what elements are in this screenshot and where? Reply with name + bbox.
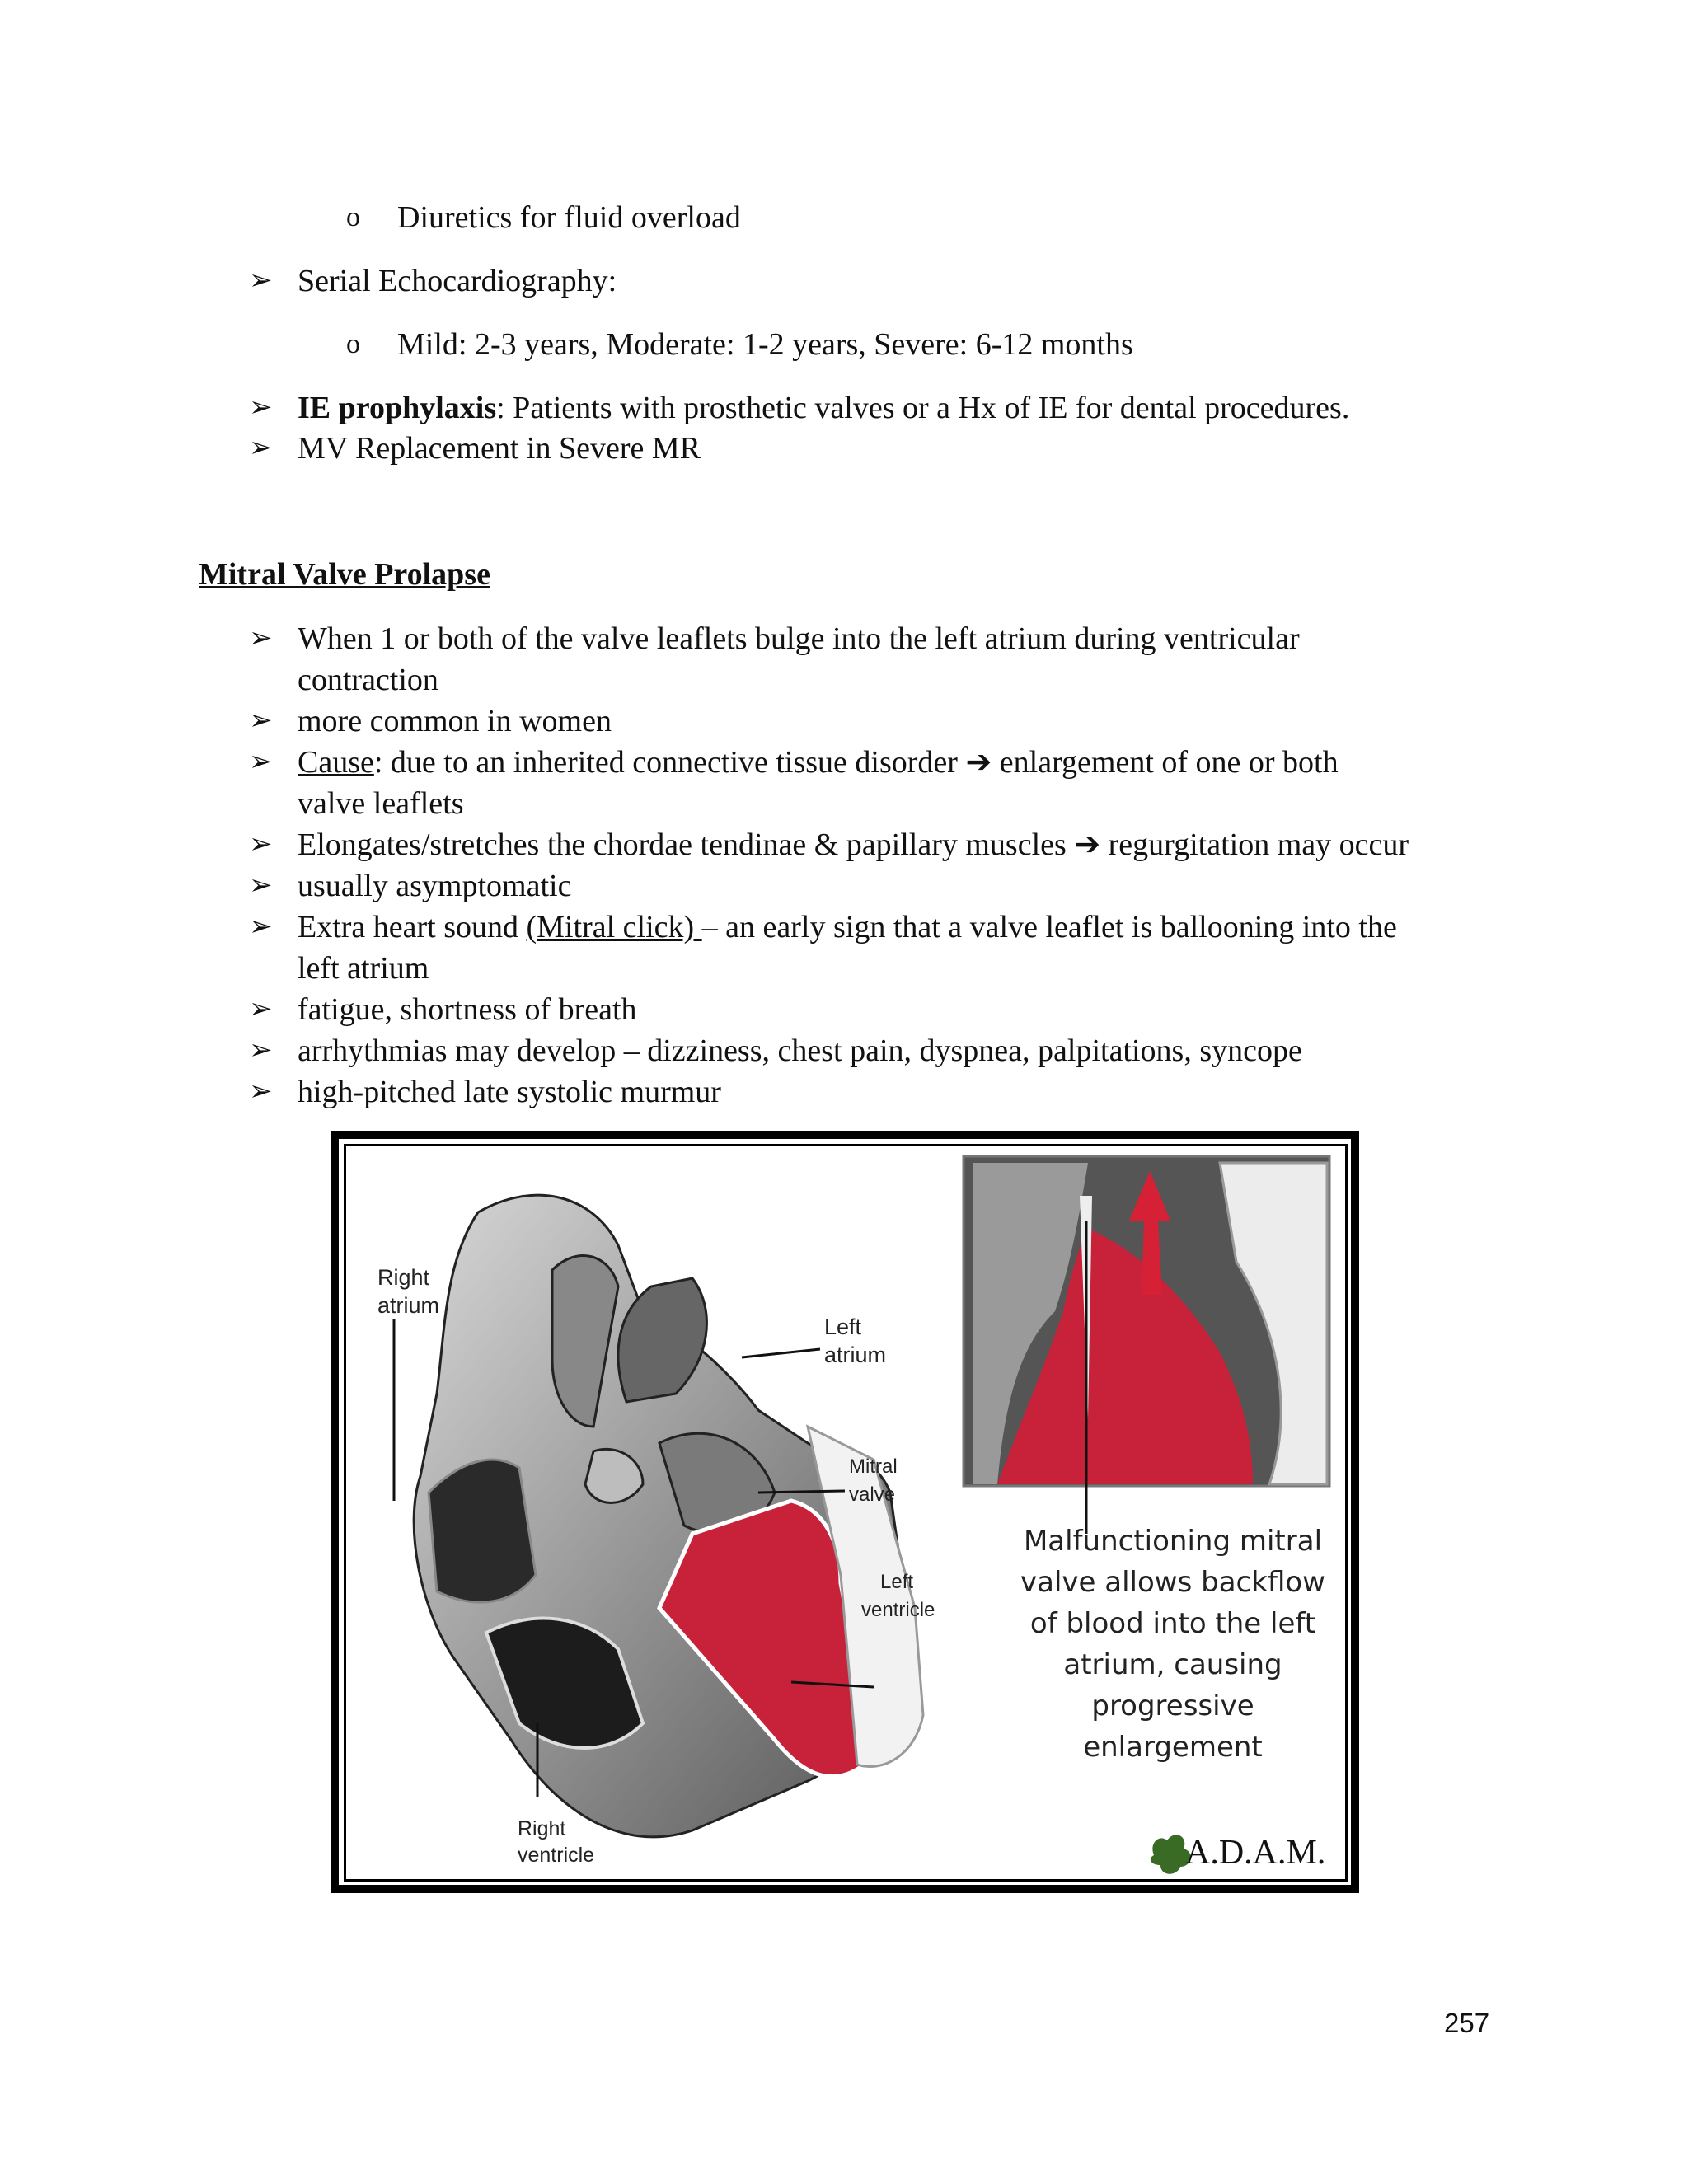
list-item: usually asymptomatic	[298, 869, 572, 903]
arrow-bullet-icon: ➢	[249, 1076, 273, 1107]
sub-bullet-marker: o	[346, 329, 360, 359]
list-item: Diuretics for fluid overload	[397, 200, 741, 235]
label-right-atrium-2: atrium	[377, 1293, 440, 1318]
list-item: arrhythmias may develop – dizziness, chest pain, dyspnea, palpitations, syncope	[298, 1033, 1302, 1068]
list-item: Serial Echocardiography:	[298, 264, 617, 298]
heart-illustration-frame	[331, 1131, 1359, 1893]
list-item: MV Replacement in Severe MR	[298, 431, 701, 466]
caption-line: of blood into the left	[1029, 1607, 1316, 1640]
list-item	[298, 907, 1397, 948]
arrow-bullet-icon: ➢	[249, 870, 273, 901]
leader-line	[758, 1491, 845, 1493]
list-item-text: – an early sign that a valve leaflet is ballooning into the	[701, 910, 1397, 944]
list-item: more common in women	[298, 704, 612, 738]
caption-line: valve allows backflow	[1020, 1566, 1325, 1599]
label-left-atrium-2: atrium	[824, 1343, 887, 1367]
list-item: Elongates/stretches the chordae tendinae & papillary muscles ➔ regurgitation may occur	[298, 827, 1409, 862]
list-item: Mild: 2-3 years, Moderate: 1-2 years, Severe: 6-12 months	[397, 327, 1133, 362]
arrow-bullet-icon: ➢	[249, 705, 273, 736]
arrow-bullet-icon: ➢	[249, 1035, 273, 1066]
caption-line: Malfunctioning mitral	[1023, 1525, 1323, 1558]
list-item-continuation: contraction	[298, 663, 438, 697]
arrow-bullet-icon: ➢	[249, 392, 273, 423]
list-item: high-pitched late systolic murmur	[298, 1075, 721, 1109]
list-item: fatigue, shortness of breath	[298, 992, 637, 1027]
section-heading: Mitral Valve Prolapse	[199, 557, 490, 592]
frame-inner	[339, 1139, 1351, 1885]
page-number: 257	[1444, 2008, 1490, 2038]
label-right-atrium-1: Right	[377, 1265, 430, 1290]
label-right-ventricle-1: Right	[518, 1817, 566, 1840]
mitral-click-term: (Mitral click)	[526, 910, 702, 944]
logo-text: A.D.A.M.	[1185, 1834, 1326, 1872]
heart-illustration	[346, 1146, 1345, 1879]
label-right-ventricle-2: ventricle	[518, 1844, 595, 1867]
arrow-bullet-icon: ➢	[249, 994, 273, 1024]
list-item-text: : due to an inherited connective tissue disorder ➔ enlargement of one or both	[373, 745, 1339, 780]
label-left-ventricle-1: Left	[880, 1571, 914, 1593]
label-left-atrium-1: Left	[824, 1315, 862, 1339]
arrow-bullet-icon: ➢	[249, 829, 273, 860]
adam-logo	[1151, 1834, 1326, 1874]
caption-line: progressive	[1091, 1690, 1254, 1722]
cause-term: Cause	[298, 745, 374, 780]
arrow-bullet-icon: ➢	[249, 623, 273, 654]
list-item-text: : Patients with prosthetic valves or a Hx of IE for dental procedures.	[496, 391, 1350, 425]
frame-content	[344, 1144, 1348, 1882]
valve-closeup-inset	[964, 1156, 1329, 1534]
list-item	[298, 742, 1339, 783]
arrow-bullet-icon: ➢	[249, 747, 273, 777]
label-mitral-valve-1: Mitral	[849, 1455, 898, 1478]
list-item	[298, 387, 1349, 429]
arrow-bullet-icon: ➢	[249, 912, 273, 942]
heart-cross-section	[414, 1195, 923, 1837]
list-item-continuation: valve leaflets	[298, 786, 464, 821]
label-left-ventricle-2: ventricle	[861, 1599, 935, 1621]
list-item-text: Extra heart sound	[298, 910, 527, 944]
sub-bullet-marker: o	[346, 202, 360, 232]
leader-line	[742, 1349, 820, 1357]
ie-prophylaxis-term: IE prophylaxis	[298, 391, 497, 425]
list-item: When 1 or both of the valve leaflets bulge into the left atrium during ventricular	[298, 621, 1300, 656]
list-item-continuation: left atrium	[298, 951, 429, 986]
arrow-bullet-icon: ➢	[249, 433, 273, 463]
caption-line: enlargement	[1083, 1731, 1263, 1764]
caption-line: atrium, causing	[1063, 1648, 1282, 1681]
arrow-bullet-icon: ➢	[249, 265, 273, 296]
label-mitral-valve-2: valve	[849, 1483, 896, 1506]
